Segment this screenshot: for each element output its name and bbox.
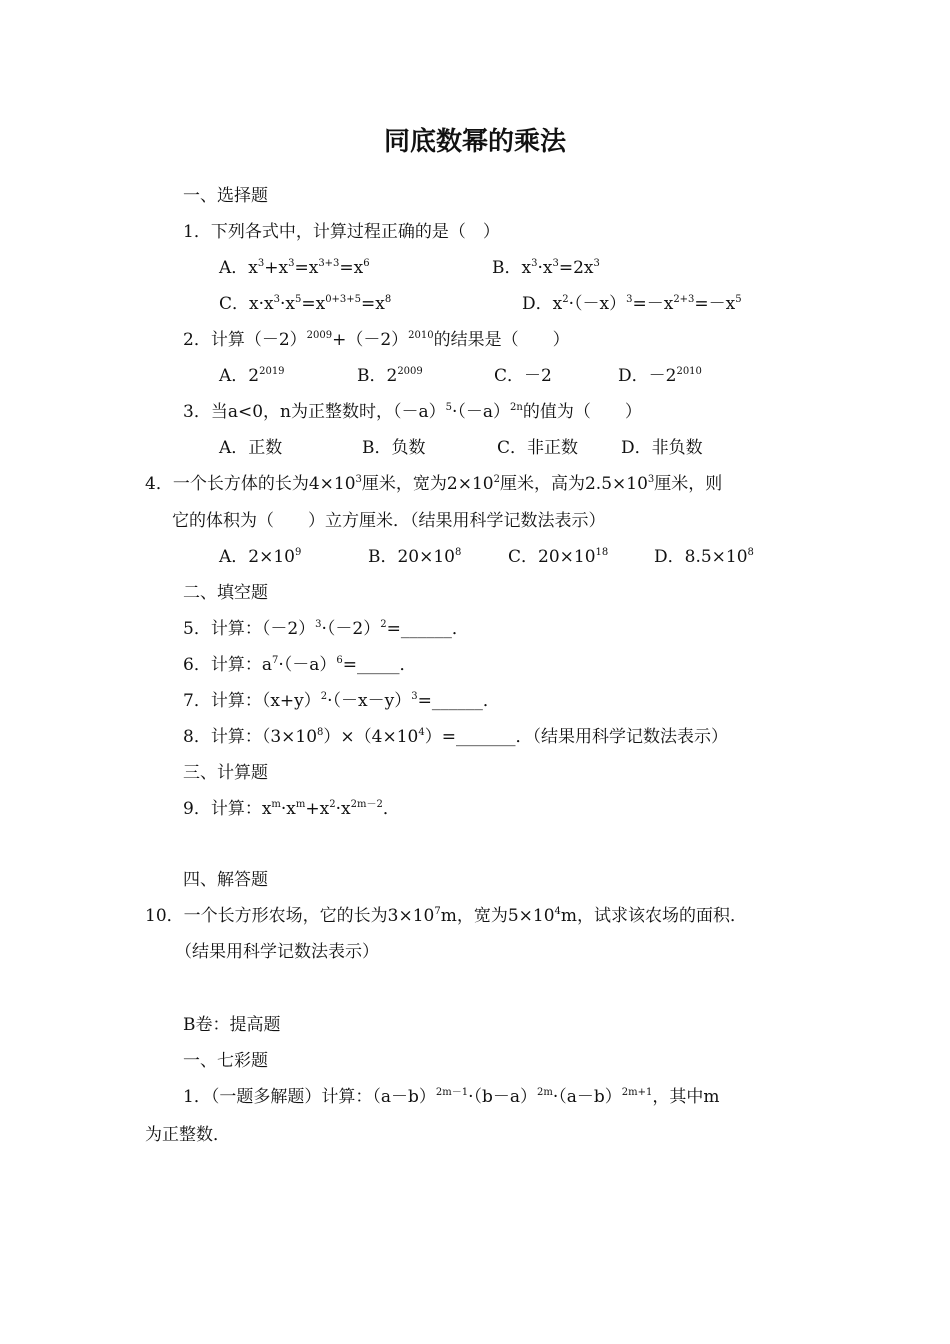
- q1-option-c: C．$x\cdot x^3\cdot x^5=x^{0+3+5}=x^8$: [219, 294, 392, 314]
- q3-option-b: B．负数: [362, 438, 426, 458]
- q4-stem-line1: 4．一个长方体的长为$4\times 10^3$厘米，宽为$2\times 10^2$厘米，高为$2.5\times 10^3$厘米，则: [145, 474, 723, 494]
- q1-option-b: B．$x^3\cdot x^3=2x^3$: [492, 258, 600, 278]
- q3-option-d: D．非负数: [621, 438, 703, 458]
- page-title: 同底数幂的乘法: [383, 127, 566, 157]
- section-heading-fill: 二、填空题: [183, 583, 268, 603]
- q10-line2: （结果用科学记数法表示）: [175, 942, 379, 962]
- q2-option-d: D．$-2^{2010}$: [618, 366, 702, 386]
- q10-line1: 10．一个长方形农场，它的长为$3\times 10^7m$，宽为$5\times 10^4m$，试求该农场的面积．: [145, 906, 748, 926]
- section-heading-choice: 一、选择题: [183, 186, 268, 206]
- q5: 5．计算：$(-2)^3\cdot(-2)^2=\_\_\_\_\_\_$．: [183, 619, 469, 639]
- b-q1-line2: 为正整数．: [145, 1125, 230, 1145]
- q2-option-a: A．$2^{2019}$: [219, 366, 285, 386]
- q4-option-b: B．$20\times 10^8$: [368, 547, 462, 567]
- q4-option-a: A．$2\times 10^9$: [219, 547, 302, 567]
- section-heading-b: B卷：提高题: [183, 1015, 281, 1035]
- q6: 6．计算：$a^7\cdot(-a)^6=\_\_\_\_\_$．: [183, 655, 417, 675]
- q4-option-d: D．$8.5\times 10^8$: [654, 547, 754, 567]
- q3-stem: 3．当a<0，n为正整数时，$(-a)^5\cdot(-a)^{2n}$的值为（ ）: [183, 402, 642, 422]
- q8: 8．计算：$(3\times 10^8)\times(4\times 10^4)=\_\_\_\_\_\_\_$．（结果用科学记数法表示）: [183, 727, 728, 747]
- q2-option-b: B．$2^{2009}$: [357, 366, 423, 386]
- section-heading-solve: 四、解答题: [183, 870, 268, 890]
- section-heading-b1: 一、七彩题: [183, 1051, 268, 1071]
- q9: 9．计算：$x^m\cdot x^m+x^2\cdot x^{2m-2}$．: [183, 799, 400, 819]
- q2-stem: 2．计算$(-2)^{2009}+(-2)^{2010}$的结果是（ ）: [183, 330, 570, 350]
- q4-option-c: C．$20\times 10^{18}$: [508, 547, 609, 567]
- q2-option-c: C．－2: [494, 366, 552, 386]
- q3-option-c: C．非正数: [497, 438, 579, 458]
- b-q1-line1: 1．（一题多解题）计算：$(a-b)^{2m-1}\cdot(b-a)^{2m}\cdot(a-b)^{2m+1}$，其中m: [183, 1087, 720, 1107]
- q1-option-d: D．$x^2\cdot(-x)^3=-x^{2+3}=-x^5$: [522, 294, 742, 314]
- q1-option-a: A．$x^3+x^3=x^{3+3}=x^6$: [219, 258, 370, 278]
- q3-option-a: A．正数: [219, 438, 283, 458]
- q7: 7．计算：$(x+y)^2\cdot(-x-y)^3=\_\_\_\_\_\_$．: [183, 691, 500, 711]
- section-heading-calc: 三、计算题: [183, 763, 268, 783]
- q1-stem: 1．下列各式中，计算过程正确的是（ ）: [183, 222, 500, 242]
- q4-stem-line2: 它的体积为（ ）立方厘米．（结果用科学记数法表示）: [172, 511, 606, 531]
